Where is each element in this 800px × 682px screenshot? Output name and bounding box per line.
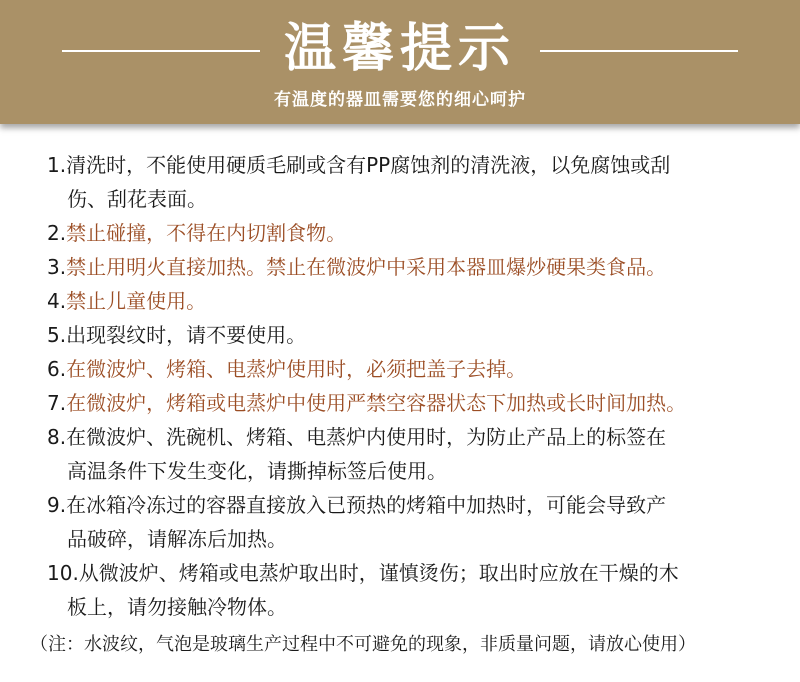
tip-text-continued: 板上，请勿接触冷物体。 <box>67 595 287 619</box>
tips-list <box>0 148 800 624</box>
tip-text: 在微波炉，烤箱或电蒸炉中使用严禁空容器状态下加热或长时间加热。 <box>66 391 687 415</box>
tip-number: 1. <box>47 153 67 177</box>
tip-item-4 <box>0 284 800 318</box>
tip-number: 5. <box>47 323 67 347</box>
tip-text: 禁止碰撞，不得在内切割食物。 <box>66 221 347 245</box>
tip-item-7 <box>0 386 800 420</box>
tip-item-1 <box>0 148 800 216</box>
tip-number: 2. <box>47 221 67 245</box>
tip-text: 禁止儿童使用。 <box>66 289 207 313</box>
tip-item-10 <box>0 556 800 624</box>
tip-number: 8. <box>47 425 67 449</box>
tip-item-6 <box>0 352 800 386</box>
tip-item-5 <box>0 318 800 352</box>
tip-text: 在微波炉、烤箱、电蒸炉使用时，必须把盖子去掉。 <box>66 357 527 381</box>
tip-number: 6. <box>47 357 67 381</box>
footnote: （注：水波纹，气泡是玻璃生产过程中不可避免的现象，非质量问题，请放心使用） <box>30 634 696 655</box>
page-subtitle: 有温度的器皿需要您的细心呵护 <box>274 90 526 110</box>
tip-number: 9. <box>47 493 67 517</box>
tip-text: 在冰箱冷冻过的容器直接放入已预热的烤箱中加热时，可能会导致产 <box>66 493 667 517</box>
tip-text-continued: 品破碎，请解冻后加热。 <box>67 527 287 551</box>
header-banner <box>0 0 800 124</box>
tip-text: 禁止用明火直接加热。禁止在微波炉中采用本器皿爆炒硬果类食品。 <box>66 255 667 279</box>
tip-item-9 <box>0 488 800 556</box>
tip-text-continued: 高温条件下发生变化，请撕掉标签后使用。 <box>67 459 447 483</box>
tip-text: 在微波炉、洗碗机、烤箱、电蒸炉内使用时，为防止产品上的标签在 <box>66 425 667 449</box>
tip-item-3 <box>0 250 800 284</box>
tip-text-continued: 伤、刮花表面。 <box>67 187 207 211</box>
tip-item-8 <box>0 420 800 488</box>
page-title: 温馨提示 <box>283 19 516 79</box>
tip-number: 7. <box>47 391 67 415</box>
tip-text: 出现裂纹时，请不要使用。 <box>66 323 307 347</box>
tip-item-2 <box>0 216 800 250</box>
tip-number: 3. <box>47 255 67 279</box>
tip-text: 从微波炉、烤箱或电蒸炉取出时，谨慎烫伤；取出时应放在干燥的木 <box>78 561 679 585</box>
tip-number: 4. <box>47 289 67 313</box>
tip-text: 清洗时，不能使用硬质毛刷或含有PP腐蚀剂的清洗液，以免腐蚀或刮 <box>66 153 671 177</box>
tip-number: 10. <box>47 561 79 585</box>
